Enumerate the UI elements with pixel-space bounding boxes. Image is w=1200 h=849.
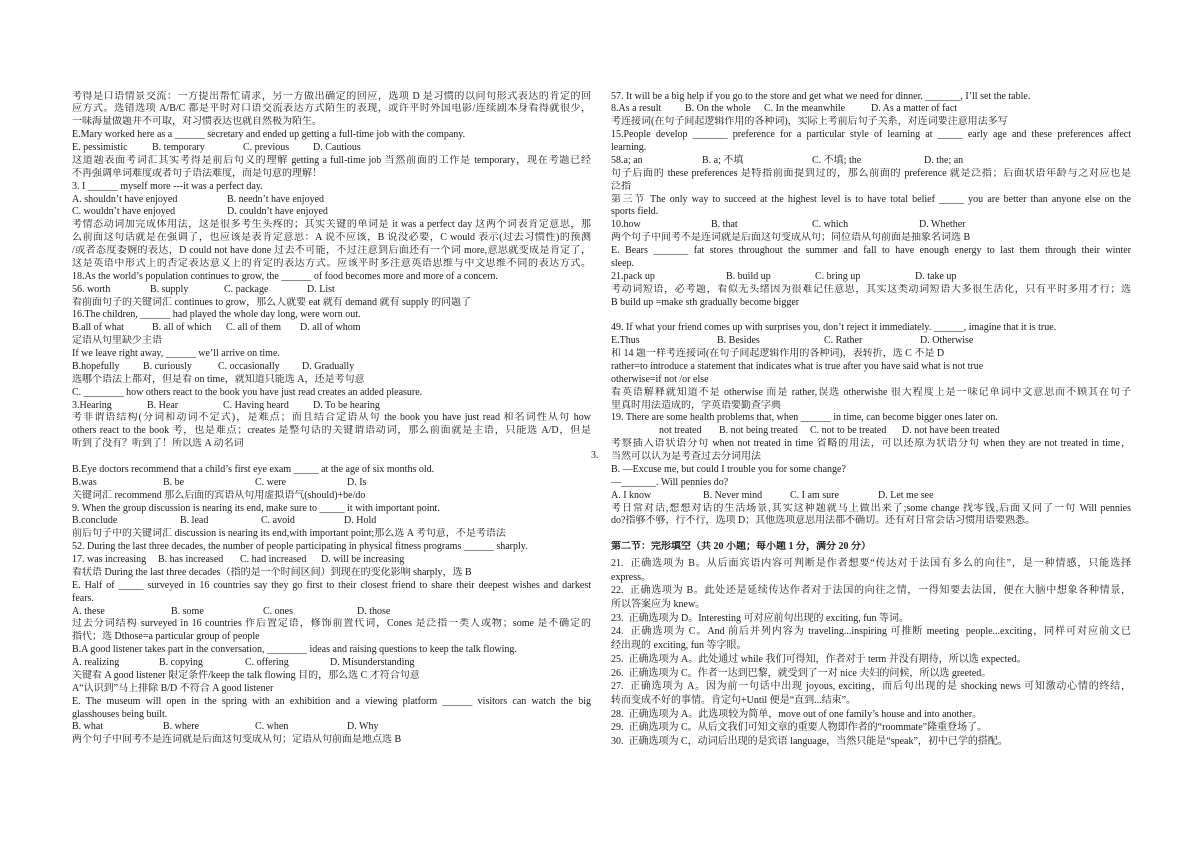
- option-c: C. were: [255, 476, 287, 488]
- explanation-text: otherwise=if not /or else: [611, 373, 709, 385]
- margin-mark: 3.: [591, 450, 599, 461]
- option-b: B. supply: [150, 283, 189, 295]
- answer-line: express。: [611, 571, 651, 583]
- explanation-text: 里真时用法造成的，学英语要勤查字典: [611, 399, 781, 411]
- answer-line: 23. 正确选项为 D。Interesting 可对应前句出现的 exciting, fun 等词。: [611, 612, 910, 624]
- explanation-text: 不再强调单词难度或者句子语法难度，而是句意的理解！: [72, 167, 322, 179]
- answer-line: 24. 正确选项为 C。And 前后并列内容为 traveling...inspiring 可推断 meeting people...exciting，同样可对应前文已: [611, 626, 1131, 638]
- question-stem: B.Eye doctors recommend that a child’s first eye exam _____ at the age of six months old.: [72, 463, 435, 475]
- options-row: [72, 284, 591, 297]
- answer-line: 所以答案应为 knew。: [611, 599, 706, 611]
- options-row: [611, 219, 1131, 232]
- options-row: [72, 554, 591, 567]
- option-b: B. copying: [159, 657, 203, 668]
- cloze-answers: [611, 557, 1131, 749]
- option-b: B. temporary: [152, 142, 205, 153]
- options-row: [611, 335, 1131, 348]
- option-a: 3.Hearing: [72, 399, 112, 411]
- option-a: B.conclude: [72, 515, 118, 527]
- question-stem: 16.The children, ______ had played the whole day long, were worn out.: [72, 309, 361, 321]
- option-c: C. 不填; the: [812, 154, 862, 166]
- answer-line: 26. 正确选项为 C。作者一达到巴黎，就受到了一对 nice 夫妇的问候，所以选 greeted。: [611, 667, 992, 679]
- explanation-text: 考情态动词加完成体用法，这是很多考生头疼的；其实关键的单词是 it was a perfect day 这两个词表肯定意思，那: [72, 219, 591, 231]
- option-c: C. offering: [245, 657, 289, 668]
- question-stem: 18.As the world’s population continues to grow, the ______ of food becomes more and more of a concern.: [72, 270, 498, 282]
- answer-line: 21. 正确选项为 B。从后面宾语内容可判断是作者想要“传达对于法国有多么的向往”，是一种情感，只能选择: [611, 558, 1131, 569]
- question-stem: E. The museum will open in the spring with an exhibition and a viewing platform ______ visitors can watch the big: [72, 695, 591, 707]
- explanation-text: 关键词汇 recommend 那么后面的宾语从句用虚拟语气(should)+be/do: [72, 489, 366, 501]
- explanation-text: 两个句子中间考不是连词就是后面这句变成从句；定语从句前面是地点选 B: [72, 734, 402, 746]
- option-a: not treated: [659, 425, 702, 437]
- options-row: [72, 322, 591, 335]
- question-stem: 49. If what your friend comes up with surprises you, don’t reject it immediately. ______, imagine that it is true.: [611, 322, 1057, 334]
- question-stem: E. Half of _____ surveyed in 16 countries say they go first to their closest friend to share their deepest wishes and darkest: [72, 579, 591, 591]
- option-b: B. curiously: [143, 360, 192, 372]
- option-a: 56. worth: [72, 283, 111, 295]
- question-stem: 15.People develop _______ preference for a particular style of learning at _____ early age and these preferences affect: [611, 129, 1131, 141]
- option-d: D. Why: [347, 721, 379, 733]
- option-c: C. when: [255, 721, 289, 733]
- question-stem: 第三节 The only way to succeed at the highest level is to have total belief _____ you are better than anyone else on the: [611, 193, 1131, 205]
- answer-line: 29. 正确选项为 C。从后文我们可知文章的重要人物即作者的“roommate”隆重登场了。: [611, 722, 988, 734]
- option-d: D. Misunderstanding: [330, 657, 415, 668]
- question-stem: If we leave right away, ______ we’ll arrive on time.: [72, 348, 280, 359]
- option-b: B. On the whole: [685, 103, 751, 115]
- question-stem: sports field.: [611, 206, 659, 218]
- option-b: B. some: [171, 605, 204, 617]
- explanation-text: /或者态度委婉的表达，D could not have done 过去不可能，不过注意到后面还有一个词 more,意思就变成是肯定了，: [72, 245, 591, 256]
- option-a: B.all of what: [72, 322, 124, 334]
- option-b: B. be: [163, 476, 185, 488]
- explanation-text: 前后句子中的关键词汇 discussion is nearing its end,with important point;那么选 A 考句意，不是考语法: [72, 528, 506, 540]
- option-a: A. these: [72, 605, 105, 617]
- answer-line: 转而变成不好的事情。肯定句+Until 便是“直到...结束”。: [611, 694, 857, 706]
- option-d: D. Otherwise: [920, 335, 974, 347]
- option-a: 21.pack up: [611, 270, 655, 282]
- question-stem: —_______. Will pennies do?: [611, 476, 729, 488]
- explanation-text: 考非谓语结构(分词和动词不定式)，是难点；而且结合定语从句 the book you have just read 和名词性从句 how: [72, 412, 591, 424]
- option-c: C. wouldn’t have enjoyed: [72, 206, 176, 218]
- explanation-text: 泛指: [611, 180, 631, 192]
- question-stem: 3. I ______ myself more ---it was a perfect day.: [72, 180, 263, 192]
- options-row: [611, 103, 1131, 116]
- explanation-text: 应方式。选错选项 A/B/C 都是平时对口语交流表达方式陌生的表现，或许平时外国电影/连续剧本身看得就很少，: [72, 103, 591, 115]
- explanation-text: 两个句子中间考不是连词就是后面这句变成从句；同位语从句前面是抽象名词选 B: [611, 232, 971, 244]
- blank-line: [611, 309, 1131, 322]
- right-column: [611, 91, 1131, 555]
- option-c: C. Rather: [824, 335, 863, 347]
- options-row: [72, 515, 591, 528]
- explanation-text: 这是英语中形式上的否定表达意义上的肯定的表达方式。应该平时多注意英语思维与中文思维不同的表达方式。: [72, 257, 591, 269]
- option-b: B. a; 不填: [702, 154, 744, 166]
- explanation-text: 定语从句里缺少主语: [72, 335, 162, 347]
- options-row: [72, 206, 591, 219]
- option-c: C. I am sure: [790, 489, 839, 501]
- option-b: B. Hear: [147, 399, 179, 411]
- option-d: D. take up: [915, 270, 957, 282]
- explanation-text: 么前面这句话就是在强调了，也应该是表肯定意思：A 说不应该，B 说没必要，C would 表示(过去习惯性)的预测: [72, 232, 591, 244]
- question-stem: 9. When the group discussion is nearing its end, make sure to _____ it with important point.: [72, 502, 440, 514]
- explanation-text: 句子后面的 these preferences 是特指前面提到过的，那么前面的 preference 就是泛指；后面状语年龄与之对应也是: [611, 167, 1131, 179]
- answer-line: 30. 正确选项为 C，动词后出现的是宾语 language，当然只能是“speak”，初中已学的搭配。: [611, 735, 1008, 747]
- option-b: B. that: [711, 219, 738, 231]
- option-d: D. To be hearing: [313, 399, 380, 411]
- option-c: C. all of them: [226, 322, 281, 334]
- answer-line: 25. 正确选项为 A。此处通过 while 我们可得知，作者对于 term 并没有期待，所以选 expected。: [611, 653, 1027, 665]
- options-row: [72, 194, 591, 207]
- option-c: C. Having heard: [223, 399, 289, 411]
- explanation-text: others react to the book 考，也是难点；creates 是整句话的关键谓语动词，那么前面就是主语，只能选 A/D，但是: [72, 425, 591, 437]
- option-d: D. As a matter of fact: [871, 103, 958, 115]
- option-c: C. occasionally: [218, 360, 280, 372]
- option-a: B. what: [72, 721, 104, 733]
- option-d: D. Gradually: [302, 360, 355, 372]
- explanation-text: 当然可以认为是考查过去分词用法: [611, 451, 761, 462]
- options-row: [72, 606, 591, 619]
- option-a: 58.a; an: [611, 154, 643, 166]
- explanation-text: 听到了没有？听到了！所以选 A 动名词: [72, 438, 244, 450]
- option-d: D. all of whom: [300, 322, 361, 334]
- option-b: B. Never mind: [703, 489, 763, 501]
- explanation-text: 指代；选 Dthose=a particular group of people: [72, 631, 260, 643]
- option-a: E. pessimistic: [72, 142, 128, 153]
- option-a: A. shouldn’t have enjoyed: [72, 193, 178, 205]
- question-stem: E. Bears _______ fat stores throughout the summer and fall to have enough energy to last them through their winter: [611, 245, 1131, 256]
- explanation-text: B build up =make sth gradually become bigger: [611, 296, 800, 308]
- question-stem: sleep.: [611, 257, 635, 269]
- option-c: C. previous: [243, 142, 290, 153]
- option-d: D. the; an: [924, 154, 964, 166]
- left-column: [72, 91, 591, 748]
- option-b: B. where: [163, 721, 200, 733]
- option-b: B. lead: [180, 515, 209, 527]
- explanation-text: A“认识到”马上排除 B/D 不符合 A good listener: [72, 682, 274, 694]
- option-a: A. realizing: [72, 657, 120, 668]
- explanation-text: 选哪个语法上都对，但是看 on time，就知道只能选 A，还是考句意: [72, 373, 365, 385]
- question-stem: learning.: [611, 142, 647, 153]
- option-a: 10.how: [611, 219, 641, 231]
- option-d: D. Let me see: [878, 489, 934, 501]
- option-a: B.hopefully: [72, 360, 120, 372]
- explanation-text: 考察插入语状语分句 when not treated in time 省略的用法，可以还原为状语分句 when they are not treated in time，: [611, 438, 1131, 450]
- option-d: D. Whether: [919, 219, 966, 231]
- question-stem: B. —Excuse me, but could I trouble you for some change?: [611, 463, 846, 475]
- option-c: C. avoid: [261, 515, 295, 527]
- option-b: B. needn’t have enjoyed: [227, 193, 325, 205]
- question-stem: C. ________ how others react to the book you have just read creates an added pleasure.: [72, 386, 423, 398]
- option-d: D. those: [357, 605, 391, 617]
- option-c: C. had increased: [240, 554, 307, 565]
- option-c: C. package: [224, 283, 269, 295]
- question-stem: 52. During the last three decades, the number of people participating in physical fitness programs ______ sharply.: [72, 541, 528, 553]
- option-d: D. Hold: [344, 515, 377, 527]
- explanation-text: 考日常对话,想想对话的生活场景,其实这种题就马上做出来了;some change 找零钱,后面又问了一句 Will pennies: [611, 502, 1131, 514]
- option-d: D. Cautious: [313, 142, 361, 153]
- options-row: [611, 490, 1131, 503]
- explanation-text: 关键看 A good listener 限定条件/keep the talk flowing 目的，那么选 C 才符合句意: [72, 669, 420, 681]
- option-a: A. I know: [611, 489, 652, 501]
- explanation-text: 过去分词结构 surveyed in 16 countries 作后置定语，修饰前置代词，Cones 是泛指一类人或物；some 是不确定的: [72, 618, 591, 630]
- option-c: C. which: [812, 219, 849, 231]
- option-c: C. ones: [263, 605, 293, 617]
- option-c: C. In the meanwhile: [764, 103, 846, 115]
- question-stem: E.Mary worked here as a ______ secretary and ended up getting a full-time job with the company.: [72, 129, 466, 141]
- explanation-text: rather=to introduce a statement that indicates what is true after you have said what is not true: [611, 360, 984, 372]
- option-d: D. List: [307, 283, 335, 295]
- explanation-text: 考得是口语情景交流：一方提出帮忙请求，另一方做出确定的回应，选项 D 是习惯的以问句形式表达的肯定的回: [72, 90, 591, 102]
- explanation-text: 考连接词(在句子间起逻辑作用的各种词)，实际上考前后句子关系，对连词要注意用法多写: [611, 116, 1008, 128]
- option-c: C. not to be treated: [810, 425, 887, 437]
- options-row: [611, 271, 1131, 284]
- question-stem: 57. It will be a big help if you go to the store and get what we need for dinner. _______, I’ll set the table.: [611, 90, 1031, 102]
- option-b: B. has increased: [158, 554, 224, 565]
- options-row: [72, 361, 591, 374]
- option-b: B. not being treated: [719, 425, 798, 437]
- section-heading: 第二节：完形填空（共 20 小题；每小题 1 分，满分 20 分）: [611, 541, 871, 553]
- question-stem: B.A good listener takes part in the conversation, ________ ideas and raising questions to keep the talk flowing.: [72, 644, 517, 656]
- options-row: [72, 142, 591, 155]
- options-row: [72, 721, 591, 734]
- option-b: B. all of which: [152, 322, 212, 334]
- option-d: D. will be increasing: [321, 554, 405, 565]
- option-d: D. Is: [347, 476, 367, 488]
- option-b: B. build up: [726, 270, 771, 282]
- options-row: [72, 400, 591, 413]
- options-row: [72, 657, 591, 670]
- answer-line: 28. 正确选项为 A。此选项较为简单，move out of one family’s house and into another。: [611, 708, 983, 720]
- explanation-text: 考动词短语，必考题，看似无头绪因为很难记住意思，其实这类动词短语大多很生活化，只有平时多用才行；选: [611, 283, 1131, 295]
- option-d: D. not have been treated: [902, 425, 1000, 437]
- answer-line: 27. 正确选项为 A。因为前一句话中出现 joyous, exciting，而后句出现的是 shocking news 可知激动心情的终结，: [611, 681, 1131, 693]
- option-c: C. bring up: [815, 270, 861, 282]
- explanation-text: do?指够不够，行不行，选项 D；其他选项意思用法都不确切。还有对日常会话习惯用语要熟悉。: [611, 515, 1036, 527]
- option-b: B. Besides: [717, 335, 760, 347]
- blank-line: [72, 451, 591, 464]
- question-stem: fears.: [72, 592, 94, 604]
- options-row: [611, 425, 1131, 438]
- explanation-text: 看前面句子的关键词汇 continues to grow，那么人就要 eat 就有 demand 就有 supply 的问题了: [72, 296, 472, 308]
- option-a: E.Thus: [611, 335, 640, 347]
- explanation-text: 看英语解释就知道不是 otherwise 而是 rather,误选 otherwishe 很大程度上是一味记单词中文意思而不顾其在句子: [611, 386, 1131, 398]
- explanation-text: 和 14 题一样考连接词(在句子间起逻辑作用的各种词)，表转折，选 C 不是 D: [611, 348, 945, 359]
- options-row: [72, 477, 591, 490]
- answer-line: 22. 正确选项为 B。此处还是延续传达作者对于法国的向往之情，一得知要去法国，便在大脑中想象各种情景，: [611, 585, 1131, 597]
- answer-line: 经出现的 exciting, fun 等字眼。: [611, 640, 747, 652]
- explanation-text: 看状语 During the last three decades（指的是一个时间区间）到现在的变化影响 sharply，选 B: [72, 566, 472, 578]
- option-a: B.was: [72, 476, 97, 488]
- question-stem: 19. There are some health problems that, when ______ in time, can become bigger ones later on.: [611, 412, 998, 424]
- option-a: 17. was increasing: [72, 554, 147, 565]
- options-row: [611, 155, 1131, 168]
- explanation-text: 一味海量做题并不可取，对习惯表达也就自然极为陌生。: [72, 116, 322, 128]
- question-stem: glasshouses being built.: [72, 708, 168, 720]
- option-d: D. couldn’t have enjoyed: [227, 206, 328, 218]
- option-a: 8.As a result: [611, 103, 662, 115]
- explanation-text: 这道题表面考词汇其实考得是前后句义的理解 getting a full-time job 当然前面的工作是 temporary，现在考题已经: [72, 154, 591, 166]
- blank-line: [611, 528, 1131, 541]
